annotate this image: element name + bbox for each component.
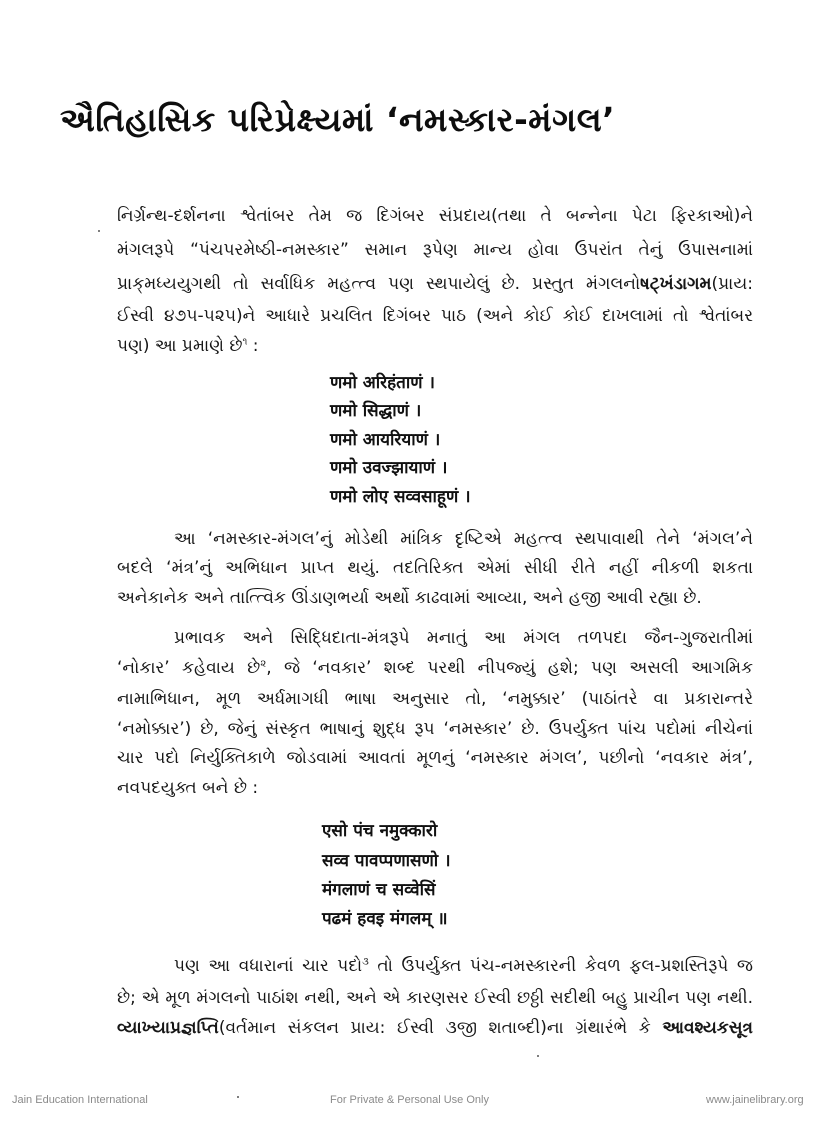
text-run: (પ્રાય: bbox=[711, 274, 753, 294]
footnote-marker[interactable]: ૨ bbox=[260, 658, 267, 670]
paragraph-3-line: ચાર પદો નિર્યુક્તિકાળે જોડવામાં આવતાં મૂળનું ‘નમસ્કાર મંગલ’, પછીનો ‘નવકાર મંત્ર’, bbox=[117, 748, 753, 768]
text-run: પણ આ વધારાનાં ચાર પદો bbox=[174, 956, 363, 976]
paragraph-1-line: ઈસ્વી ૪૭૫-૫૨૫)ને આધારે પ્રચલિત દિગંબર પાઠ (અને કોઈ કોઈ દાખલામાં તો શ્વેતાંબર bbox=[117, 306, 753, 326]
scan-speck bbox=[537, 1055, 539, 1057]
verse-line: णमो सिद्धाणं । bbox=[330, 401, 422, 421]
footnote-marker[interactable]: ૧ bbox=[242, 336, 248, 348]
footer-usage-notice: For Private & Personal Use Only bbox=[330, 1094, 489, 1106]
paragraph-1-line: નિર્ગ્રન્થ-દર્શનના શ્વેતાંબર તેમ જ દિગંબર સંપ્રદાય(તથા તે બન્નેના પેટા ફિરકાઓ)ને bbox=[117, 206, 753, 226]
bold-term: વ્યાખ્યાપ્રજ્ઞપ્તિ bbox=[117, 1018, 219, 1038]
paragraph-4-line bbox=[117, 1015, 753, 1041]
verse-line: सव्व पावप्पणासणो । bbox=[322, 851, 451, 871]
footnote-marker[interactable]: ૩ bbox=[362, 956, 369, 968]
bold-term: આવશ્યકસૂત્ર bbox=[662, 1018, 753, 1038]
bold-term: ષટ્‌ખંડાગમ bbox=[640, 274, 712, 294]
verse-line: एसो पंच नमुक्कारो bbox=[322, 821, 438, 841]
verse-line: मंगलाणं च सव्वेसिं bbox=[322, 880, 436, 900]
verse-line: पढमं हवइ मंगलम् ॥ bbox=[322, 909, 448, 929]
verse-line: णमो अरिहंताणं । bbox=[330, 373, 435, 393]
text-run: , જે ‘નવકાર’ શબ્દ પરથી નીપજ્યું હશે; પણ અસલી આગમિક bbox=[266, 658, 753, 678]
verse-line: णमो आयरियाणं । bbox=[330, 430, 441, 450]
text-run: ‘નોકાર’ કહેવાય છે bbox=[117, 658, 261, 678]
paragraph-3-line: ‘નમોક્કાર’) છે, જેનું સંસ્કૃત ભાષાનું શુદ્ધ રૂપ ‘નમસ્કાર’ છે. ઉપર્યુક્ત પાંચ પદોમાં નીચેનાં bbox=[117, 719, 753, 739]
page-title: ઐતિહાસિક પરિપ્રેક્ષ્યમાં ‘નમસ્કાર-મંગલ’ bbox=[60, 100, 616, 139]
footer-website-link[interactable]: www.jainelibrary.org bbox=[706, 1094, 804, 1106]
paragraph-1-line bbox=[117, 271, 753, 297]
paragraph-3-line: પ્રભાવક અને સિદ્ધિદાતા-મંત્રરૂપે મનાતું આ મંગલ તળપદા જૈન-ગુજરાતીમાં bbox=[174, 628, 753, 648]
paragraph-4-line: છે; એ મૂળ મંગલનો પાઠાંશ નથી, અને એ કારણસર ઈસ્વી છઠ્ઠી સદીથી બહુ પ્રાચીન પણ નથી. bbox=[117, 988, 753, 1008]
text-run: (વર્તમાન સંકલન પ્રાય: ઈસ્વી ૩જી શતાબ્દી)ના ગ્રંથારંભે કે bbox=[218, 1018, 663, 1038]
paragraph-2-line: બદલે ‘મંત્ર’નું અભિધાન પ્રાપ્ત થયું. તદતિરિક્ત એમાં સીધી રીતે નહીં નીકળી શકતા bbox=[117, 558, 753, 578]
paragraph-4-line bbox=[174, 953, 753, 979]
paragraph-1-line: મંગલરૂપે “પંચપરમેષ્ઠી-નમસ્કાર” સમાન રૂપેણ માન્ય હોવા ઉપરાંત તેનું ઉપાસનામાં bbox=[117, 240, 753, 260]
text-run: પ્રાક્‌મધ્યયુગથી તો સર્વાધિક મહત્ત્વ પણ સ્થપાયેલું છે. પ્રસ્તુત મંગલનો bbox=[117, 274, 641, 294]
paragraph-1-line bbox=[117, 333, 753, 359]
footer-publisher: Jain Education International bbox=[12, 1094, 148, 1106]
text-run: તો ઉપર્યુક્ત પંચ-નમસ્કારની કેવળ ફલ-પ્રશસ્તિરૂપે જ bbox=[368, 956, 753, 976]
scan-speck bbox=[237, 1096, 239, 1098]
paragraph-2-line: અનેકાનેક અને તાત્ત્વિક ઊંડાણભર્યા અર્થો કાઢવામાં આવ્યા, અને હજી આવી રહ્યા છે. bbox=[117, 588, 702, 608]
verse-line: णमो उवज्झायाणं । bbox=[330, 458, 448, 478]
paragraph-3-line: નામાભિધાન, મૂળ અર્ધમાગધી ભાષા અનુસાર તો, ‘નમુક્કાર’ (પાઠાંતરે વા પ્રકારાન્તરે bbox=[117, 689, 753, 709]
paragraph-3-line bbox=[117, 655, 753, 681]
verse-line: णमो लोए सव्वसाहूणं । bbox=[330, 487, 471, 507]
text-run: પણ) આ પ્રમાણે છે bbox=[117, 336, 243, 356]
paragraph-2-line: આ ‘નમસ્કાર-મંગલ’નું મોડેથી માંત્રિક દૃષ્ટિએ મહત્ત્વ સ્થપાવાથી તેને ‘મંગલ’ને bbox=[174, 529, 753, 549]
paragraph-3-line: નવપદયુક્ત બને છે : bbox=[117, 778, 259, 798]
text-run: : bbox=[247, 336, 259, 356]
scan-speck bbox=[98, 230, 100, 232]
